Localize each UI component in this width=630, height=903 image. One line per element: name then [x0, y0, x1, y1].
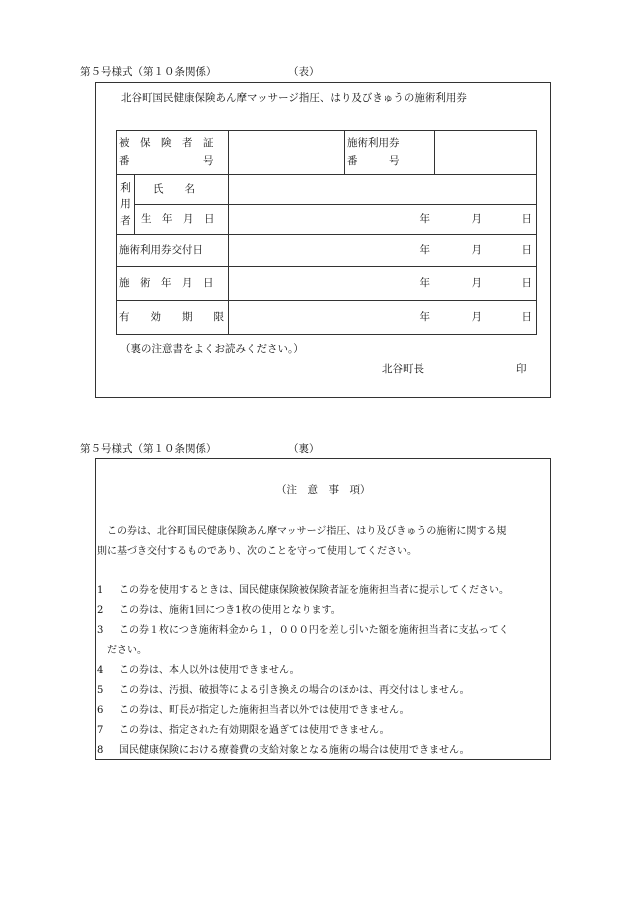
note-text: この券は、本人以外は使用できません。 [119, 665, 300, 676]
note-text: この券は、指定された有効期限を過ぎては使用できません。 [119, 725, 390, 736]
ticket-number-label: 施術利用券 番 号 [345, 131, 435, 175]
seal-mark: 印 [516, 363, 527, 375]
note-text: この券を使用するときは、国民健康保険被保険者証を施術担当者に提示してください。 [119, 585, 509, 596]
expiry-date: 年 月 日 [419, 310, 532, 323]
note-text: この券は、汚損、破損等による引き換えの場合のほかは、再交付はしません。 [119, 685, 470, 696]
issue-date-label: 施術利用券交付日 [117, 235, 229, 267]
note-number: 8 [97, 745, 104, 756]
note-item [97, 661, 300, 676]
note-number: 6 [97, 705, 104, 716]
front-side-label: （表） [288, 66, 320, 78]
back-side-label: （裏） [288, 443, 320, 455]
intro-line-2: 則に基づき交付するものであり、次のことを守って使用してください。 [97, 546, 417, 557]
notes-heading: （注 意 事 項） [276, 484, 371, 496]
treatment-date: 年 月 日 [419, 276, 532, 289]
note-item [97, 581, 509, 596]
note-number: 3 [97, 625, 104, 636]
note-text: この券は、施術1回につき1枚の使用となります。 [119, 605, 341, 616]
note-item [97, 701, 410, 716]
note-number: 2 [97, 605, 104, 616]
expiry-field[interactable] [229, 301, 537, 335]
note-text: 国民健康保険における療養費の支給対象となる施術の場合は使用できません。 [119, 745, 470, 756]
back-form-label: 第５号様式（第１０条関係） [80, 443, 217, 455]
ticket-number-field[interactable] [435, 131, 537, 175]
user-label [117, 175, 135, 235]
note-item [97, 741, 470, 756]
front-form-table [116, 130, 537, 335]
issue-date-field[interactable] [229, 235, 537, 267]
note-item [97, 721, 390, 736]
name-field[interactable] [229, 175, 537, 205]
note-item [97, 601, 341, 616]
issuer: 北谷町長 [382, 363, 424, 375]
insurance-card-number-field[interactable] [229, 131, 345, 175]
note-item [97, 621, 509, 636]
insurance-card-number-label: 被 保 険 者 証 番 号 [117, 131, 229, 175]
treatment-date-label: 施 術 年 月 日 [117, 267, 229, 301]
dob-date: 年 月 日 [419, 212, 532, 225]
front-form-label: 第５号様式（第１０条関係） [80, 66, 217, 78]
dob-field[interactable] [229, 205, 537, 235]
treatment-date-field[interactable] [229, 267, 537, 301]
note-item [97, 681, 470, 696]
front-title: 北谷町国民健康保険あん摩マッサージ指圧、はり及びきゅうの施術利用券 [121, 92, 467, 104]
read-back-notice: （裏の注意書をよくお読みください。） [120, 343, 304, 355]
issue-date: 年 月 日 [419, 243, 532, 256]
intro-line-1: この券は、北谷町国民健康保険あん摩マッサージ指圧、はり及びきゅうの施術に関する規 [97, 526, 507, 537]
note-number: 7 [97, 725, 104, 736]
note-continuation: ださい。 [107, 645, 147, 656]
note-text: この券１枚につき施術料金から１，０００円を差し引いた額を施術担当者に支払ってく [119, 625, 509, 636]
user-label-text: 利 用 者 [120, 182, 131, 227]
note-number: 1 [97, 585, 104, 596]
dob-label: 生 年 月 日 [135, 205, 229, 235]
note-number: 4 [97, 665, 104, 676]
expiry-label: 有 効 期 限 [117, 301, 229, 335]
note-text: この券は、町長が指定した施術担当者以外では使用できません。 [119, 705, 410, 716]
name-label: 氏 名 [135, 175, 229, 205]
note-number: 5 [97, 685, 104, 696]
